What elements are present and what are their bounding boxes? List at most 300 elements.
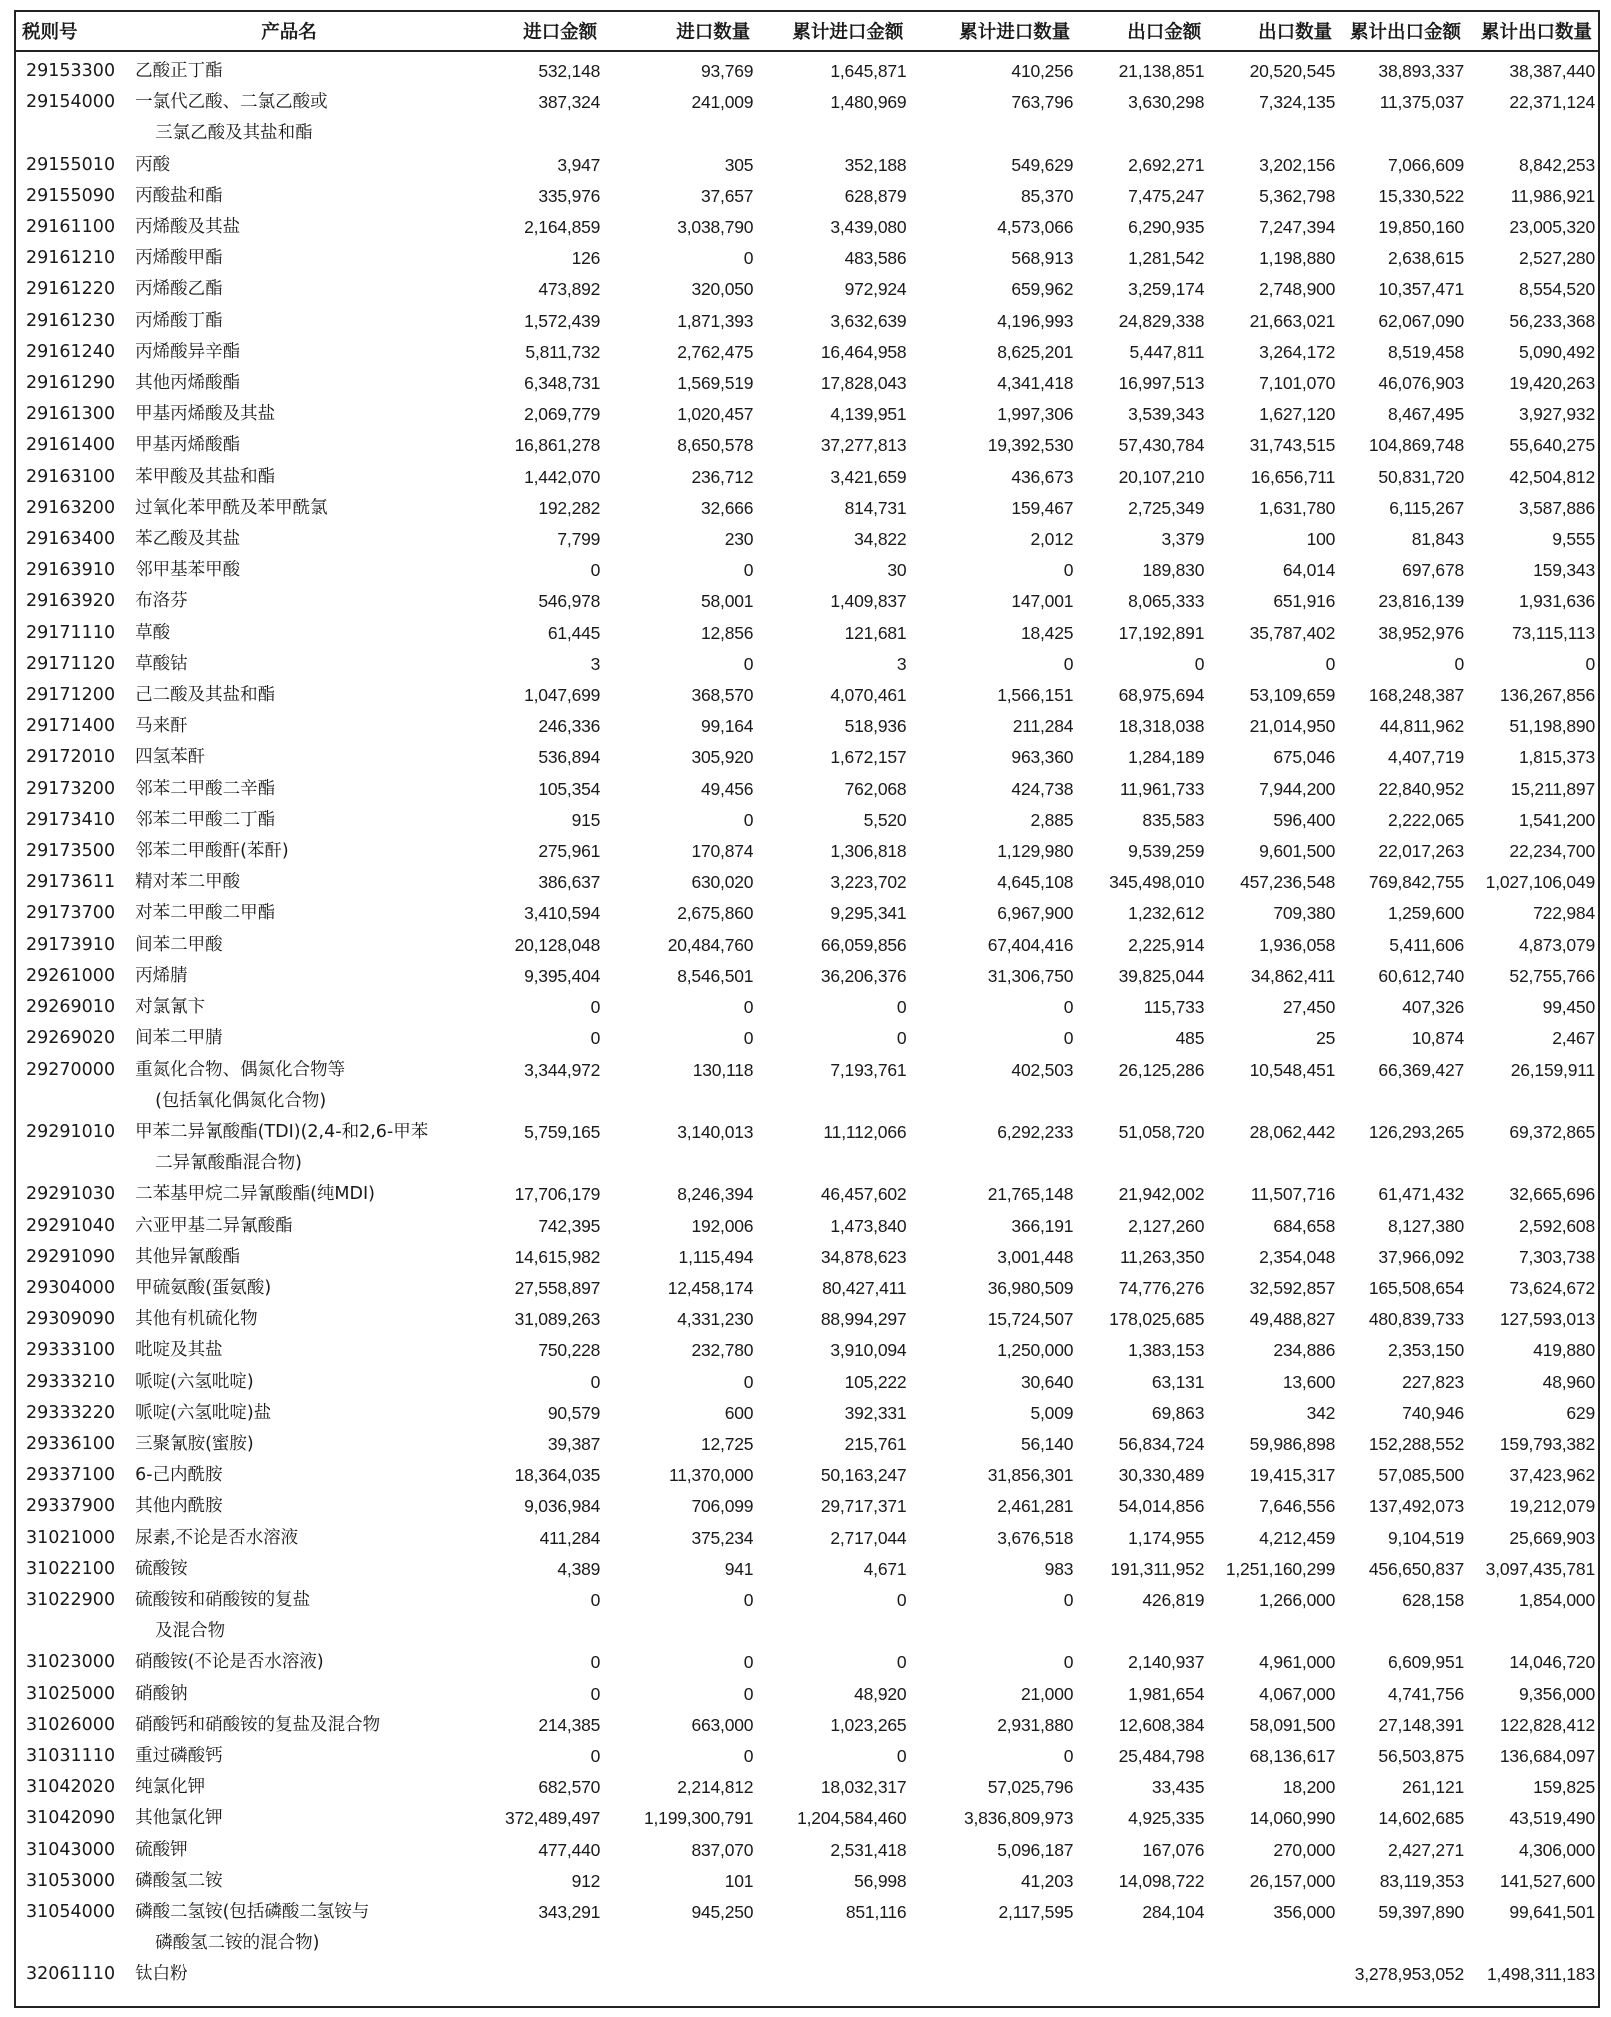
product-name-line: 三聚氰胺(蜜胺) (135, 1433, 254, 1454)
table-row (16, 992, 1598, 1023)
tariff-code-cell: 29291030 (26, 1184, 116, 1205)
cumulative-import-value-cell: 0 (896, 1589, 907, 1610)
export-quantity-cell: 16,656,711 (1250, 466, 1336, 487)
product-name-line: 重氮化合物、偶氮化合物等 (135, 1059, 346, 1080)
export-quantity-cell: 457,236,548 (1240, 872, 1336, 893)
product-name-line: 丙烯酸乙酯 (135, 279, 223, 300)
import-value-cell: 343,291 (538, 1901, 601, 1922)
cumulative-import-quantity-cell: 410,256 (1011, 61, 1074, 81)
cumulative-import-quantity-cell: 6,292,233 (997, 1121, 1074, 1142)
header-cumulative-export-quantity: 累计出口数量 (1467, 12, 1598, 51)
cumulative-import-quantity-cell: 0 (1063, 653, 1074, 674)
export-quantity-cell: 1,198,880 (1259, 248, 1336, 269)
cumulative-import-value-cell: 3,910,094 (830, 1340, 907, 1361)
import-quantity-cell: 230 (724, 529, 754, 550)
cumulative-import-value-cell: 1,023,265 (830, 1714, 907, 1735)
table-row (16, 87, 1598, 149)
cumulative-import-quantity-cell: 2,117,595 (998, 1901, 1074, 1922)
import-value-cell: 14,615,982 (514, 1246, 601, 1267)
table-row (16, 1897, 1598, 1959)
cumulative-import-quantity-cell: 0 (1063, 1589, 1074, 1610)
product-name-line: 乙酸正丁酯 (135, 61, 223, 81)
import-value-cell: 2,164,859 (524, 217, 601, 238)
product-name-cell (131, 337, 447, 368)
tariff-code-cell: 29161100 (26, 217, 116, 238)
product-name-cell (131, 1585, 447, 1647)
cumulative-import-value-cell: 851,116 (845, 1901, 907, 1922)
export-value-cell: 2,127,260 (1128, 1215, 1205, 1236)
cumulative-import-value-cell: 3,632,639 (830, 310, 907, 331)
cumulative-export-quantity-cell: 136,267,856 (1499, 685, 1595, 706)
table-row (16, 961, 1598, 992)
product-name-line: 丙烯酸丁酯 (135, 310, 223, 331)
cumulative-import-quantity-cell: 2,012 (1030, 529, 1074, 550)
export-quantity-cell: 342 (1306, 1402, 1336, 1423)
import-quantity-cell: 1,020,457 (677, 404, 754, 425)
export-quantity-cell: 35,787,402 (1249, 622, 1336, 643)
import-value-cell: 39,387 (547, 1433, 601, 1454)
cumulative-export-value-cell: 57,085,500 (1378, 1465, 1465, 1486)
cumulative-import-quantity-cell: 424,738 (1011, 778, 1074, 799)
cumulative-export-quantity-cell: 22,371,124 (1509, 92, 1595, 113)
cumulative-export-value-cell: 1,259,600 (1387, 903, 1465, 924)
cumulative-export-value-cell: 4,407,719 (1387, 747, 1465, 768)
cumulative-export-quantity-cell: 9,356,000 (1518, 1683, 1595, 1704)
tariff-code-cell: 29163100 (26, 466, 116, 487)
tariff-code-cell: 32061110 (26, 1964, 116, 1985)
product-name-continuation: 磷酸氢二铵的混合物) (155, 1933, 320, 1954)
export-quantity-cell: 26,157,000 (1249, 1870, 1336, 1891)
product-name-line: 其他有机硫化物 (135, 1309, 258, 1330)
product-name-line: 吡啶及其盐 (135, 1340, 223, 1361)
export-value-cell: 6,290,935 (1128, 217, 1205, 238)
import-value-cell: 473,892 (538, 279, 601, 300)
export-value-cell: 1,284,189 (1128, 747, 1205, 768)
cumulative-import-quantity-cell: 2,885 (1030, 809, 1074, 830)
product-name-line: 甲苯二异氰酸酯(TDI)(2,4-和2,6-甲苯 (135, 1121, 429, 1142)
import-value-cell: 105,354 (538, 778, 601, 799)
import-quantity-cell: 192,006 (691, 1215, 754, 1236)
tariff-code-cell: 29269020 (26, 1028, 116, 1049)
product-name-cell (131, 867, 447, 898)
import-quantity-cell: 1,569,519 (677, 373, 754, 394)
import-value-cell: 5,811,732 (525, 341, 601, 362)
product-name-cell (131, 1117, 447, 1179)
tariff-code-cell: 31031110 (26, 1745, 116, 1766)
cumulative-import-quantity-cell: 57,025,796 (987, 1777, 1074, 1798)
import-value-cell: 0 (590, 997, 601, 1018)
tariff-code-cell: 29291040 (26, 1215, 116, 1236)
tariff-code-cell: 29161400 (26, 435, 116, 456)
import-value-cell: 0 (590, 1683, 601, 1704)
export-quantity-cell: 7,247,394 (1259, 217, 1336, 238)
cumulative-import-quantity-cell: 0 (1063, 1652, 1074, 1673)
import-quantity-cell: 375,234 (691, 1527, 754, 1548)
table-row (16, 1803, 1598, 1834)
import-value-cell: 2,069,779 (524, 404, 601, 425)
table-row (16, 1211, 1598, 1242)
tariff-code-cell: 29270000 (26, 1059, 116, 1080)
cumulative-export-value-cell: 10,874 (1411, 1028, 1465, 1049)
cumulative-export-quantity-cell: 25,669,903 (1509, 1527, 1595, 1548)
tariff-code-cell: 31022100 (26, 1558, 116, 1579)
product-name-line: 对氯氰卞 (135, 997, 206, 1018)
export-quantity-cell: 49,488,827 (1249, 1309, 1336, 1330)
product-name-line: 纯氯化钾 (135, 1777, 206, 1798)
cumulative-import-value-cell: 1,672,157 (830, 747, 907, 768)
export-quantity-cell: 675,046 (1273, 747, 1336, 768)
import-quantity-cell: 305,920 (691, 747, 754, 768)
cumulative-export-value-cell: 66,369,427 (1378, 1059, 1465, 1080)
import-quantity-cell: 630,020 (691, 872, 754, 893)
export-value-cell: 2,225,914 (1128, 934, 1205, 955)
import-quantity-cell: 1,115,494 (678, 1246, 754, 1267)
export-quantity-cell: 3,202,156 (1259, 154, 1336, 175)
export-quantity-cell: 28,062,442 (1249, 1121, 1336, 1142)
cumulative-import-value-cell: 352,188 (844, 154, 907, 175)
cumulative-import-value-cell: 2,717,044 (830, 1527, 907, 1548)
tariff-code-cell: 29333210 (26, 1371, 116, 1392)
product-name-line: 其他丙烯酸酯 (135, 373, 241, 394)
table-row (16, 1304, 1598, 1335)
cumulative-export-quantity-cell: 127,593,013 (1499, 1309, 1595, 1330)
import-value-cell: 0 (590, 560, 601, 581)
cumulative-export-value-cell: 628,158 (1402, 1589, 1465, 1610)
product-name-cell (131, 430, 447, 461)
import-quantity-cell: 663,000 (691, 1714, 754, 1735)
product-name-line: 甲基丙烯酸及其盐 (135, 404, 276, 425)
import-value-cell: 0 (590, 1028, 601, 1049)
product-name-cell (131, 493, 447, 524)
import-value-cell: 386,637 (538, 872, 601, 893)
product-name-line: 丙烯酸甲酯 (135, 248, 223, 269)
table-row (16, 836, 1598, 867)
cumulative-export-value-cell: 261,121 (1402, 1777, 1465, 1798)
table-row (16, 181, 1598, 212)
cumulative-import-quantity-cell: 1,250,000 (997, 1340, 1074, 1361)
tariff-code-cell: 29333220 (26, 1402, 116, 1423)
export-quantity-cell: 34,862,411 (1250, 965, 1336, 986)
table-row (16, 930, 1598, 961)
product-name-line: 草酸 (135, 622, 171, 643)
import-value-cell: 7,799 (557, 529, 601, 550)
product-name-line: 尿素,不论是否水溶液 (135, 1527, 299, 1548)
cumulative-export-quantity-cell: 1,815,373 (1518, 747, 1595, 768)
import-value-cell: 192,282 (538, 497, 601, 518)
export-value-cell: 3,379 (1161, 529, 1205, 550)
product-name-line: 六亚甲基二异氰酸酯 (135, 1215, 293, 1236)
cumulative-export-quantity-cell: 48,960 (1542, 1371, 1595, 1392)
export-quantity-cell: 1,627,120 (1259, 404, 1336, 425)
cumulative-export-quantity-cell: 11,986,921 (1510, 185, 1595, 206)
cumulative-export-quantity-cell: 722,984 (1533, 903, 1595, 924)
export-quantity-cell: 4,961,000 (1259, 1652, 1336, 1673)
product-name-line: 二苯基甲烷二异氰酸酯(纯MDI) (135, 1184, 375, 1205)
table-row (16, 1835, 1598, 1866)
import-value-cell: 750,228 (538, 1340, 601, 1361)
cumulative-import-quantity-cell: 763,796 (1011, 92, 1074, 113)
cumulative-import-value-cell: 11,112,066 (823, 1121, 907, 1142)
cumulative-export-value-cell: 59,397,890 (1378, 1901, 1465, 1922)
export-quantity-cell (1207, 1959, 1338, 1990)
product-name-line: 磷酸氢二铵 (135, 1870, 223, 1891)
product-name-cell (131, 1554, 447, 1585)
trade-statistics-table (16, 12, 1598, 1991)
table-row (16, 1055, 1598, 1117)
import-quantity-cell: 236,712 (691, 466, 754, 487)
product-name-cell (131, 586, 447, 617)
tariff-code-cell: 29261000 (26, 965, 116, 986)
cumulative-import-value-cell: 4,139,951 (830, 404, 907, 425)
cumulative-export-value-cell: 2,353,150 (1387, 1340, 1465, 1361)
export-value-cell: 1,281,542 (1128, 248, 1205, 269)
product-name-cell (131, 711, 447, 742)
import-quantity-cell: 2,214,812 (677, 1777, 754, 1798)
export-value-cell: 74,776,276 (1118, 1277, 1205, 1298)
trade-statistics-table-frame (14, 10, 1600, 2008)
export-quantity-cell: 4,212,459 (1259, 1527, 1336, 1548)
import-value-cell: 20,128,048 (514, 934, 601, 955)
table-row (16, 1242, 1598, 1273)
product-name-line: 己二酸及其盐和酯 (135, 685, 276, 706)
cumulative-import-value-cell: 1,306,818 (830, 841, 907, 862)
product-name-cell (131, 1304, 447, 1335)
import-quantity-cell: 3,140,013 (677, 1121, 754, 1142)
cumulative-import-value-cell: 48,920 (854, 1683, 907, 1704)
cumulative-import-value-cell: 1,409,837 (830, 591, 907, 612)
cumulative-export-value-cell: 3,278,953,052 (1354, 1964, 1465, 1985)
cumulative-export-quantity-cell: 1,027,106,049 (1485, 872, 1595, 893)
export-quantity-cell: 7,944,200 (1259, 778, 1336, 799)
table-row (16, 51, 1598, 87)
product-name-cell (131, 274, 447, 305)
export-value-cell: 178,025,685 (1109, 1309, 1205, 1330)
import-value-cell: 9,036,984 (524, 1496, 601, 1517)
tariff-code-cell: 29154000 (26, 92, 116, 113)
cumulative-export-value-cell: 62,067,090 (1378, 310, 1465, 331)
cumulative-import-quantity-cell: 0 (1063, 1028, 1074, 1049)
product-name-cell (131, 1897, 447, 1959)
product-name-line: 磷酸二氢铵(包括磷酸二氢铵与 (135, 1901, 370, 1922)
export-quantity-cell: 651,916 (1273, 591, 1336, 612)
cumulative-export-quantity-cell: 69,372,865 (1509, 1121, 1595, 1142)
export-quantity-cell: 7,646,556 (1259, 1496, 1336, 1517)
cumulative-export-quantity-cell: 23,005,320 (1509, 217, 1595, 238)
cumulative-export-quantity-cell: 3,927,932 (1518, 404, 1595, 425)
product-name-line: 丙烯腈 (135, 965, 188, 986)
cumulative-export-value-cell: 2,222,065 (1387, 809, 1465, 830)
tariff-code-cell: 31021000 (26, 1527, 116, 1548)
export-value-cell: 1,174,955 (1128, 1527, 1205, 1548)
cumulative-import-quantity-cell: 0 (1063, 997, 1074, 1018)
table-row (16, 1491, 1598, 1522)
import-value-cell: 126 (571, 248, 601, 269)
export-quantity-cell: 59,986,898 (1249, 1433, 1336, 1454)
export-value-cell: 54,014,856 (1118, 1496, 1205, 1517)
product-name-line: 硫酸铵 (135, 1558, 188, 1579)
cumulative-export-quantity-cell: 15,211,897 (1510, 778, 1595, 799)
tariff-code-cell: 29337900 (26, 1496, 116, 1517)
tariff-code-cell: 29309090 (26, 1309, 116, 1330)
product-name-cell (131, 87, 447, 149)
import-value-cell: 214,385 (538, 1714, 601, 1735)
import-quantity-cell: 1,199,300,791 (643, 1808, 754, 1829)
cumulative-import-quantity-cell: 41,203 (1020, 1870, 1074, 1891)
import-value-cell: 682,570 (538, 1777, 601, 1798)
import-quantity-cell: 232,780 (691, 1340, 754, 1361)
import-value-cell: 1,047,699 (524, 685, 601, 706)
product-name-cell (131, 898, 447, 929)
export-value-cell: 191,311,952 (1110, 1558, 1205, 1579)
cumulative-export-quantity-cell: 26,159,911 (1510, 1059, 1595, 1080)
cumulative-import-value-cell: 121,681 (844, 622, 907, 643)
export-value-cell: 485 (1175, 1028, 1205, 1049)
table-row (16, 1460, 1598, 1491)
table-row (16, 337, 1598, 368)
import-value-cell: 9,395,404 (524, 965, 601, 986)
import-quantity-cell: 8,246,394 (677, 1184, 754, 1205)
product-name-cell (131, 1023, 447, 1054)
export-quantity-cell: 20,520,545 (1249, 61, 1336, 81)
cumulative-export-quantity-cell: 52,755,766 (1509, 965, 1595, 986)
header-product-name: 产品名 (131, 12, 447, 51)
cumulative-import-value-cell: 30 (887, 560, 907, 581)
product-name-cell (131, 524, 447, 555)
import-quantity-cell: 32,666 (700, 497, 754, 518)
tariff-code-cell: 29173410 (26, 809, 116, 830)
export-value-cell: 16,997,513 (1118, 373, 1205, 394)
tariff-code-cell: 31054000 (26, 1901, 116, 1922)
cumulative-import-value-cell: 0 (896, 1745, 907, 1766)
cumulative-export-quantity-cell: 141,527,600 (1499, 1870, 1595, 1891)
export-value-cell: 3,539,343 (1128, 404, 1205, 425)
cumulative-export-value-cell: 227,823 (1402, 1371, 1465, 1392)
cumulative-export-quantity-cell: 99,641,501 (1509, 1901, 1595, 1922)
cumulative-export-value-cell: 8,127,380 (1387, 1215, 1465, 1236)
product-name-cell (131, 992, 447, 1023)
import-quantity-cell: 0 (743, 1371, 754, 1392)
cumulative-export-quantity-cell: 1,931,636 (1518, 591, 1595, 612)
tariff-code-cell: 29161240 (26, 341, 116, 362)
cumulative-export-value-cell: 11,375,037 (1379, 92, 1465, 113)
table-row (16, 1023, 1598, 1054)
cumulative-export-quantity-cell: 2,467 (1552, 1028, 1595, 1049)
cumulative-import-quantity-cell: 963,360 (1011, 747, 1074, 768)
table-row (16, 867, 1598, 898)
export-value-cell: 33,435 (1151, 1777, 1205, 1798)
product-name-cell (131, 150, 447, 181)
export-value-cell: 12,608,384 (1118, 1714, 1205, 1735)
export-value-cell: 1,232,612 (1128, 903, 1205, 924)
product-name-cell (131, 1772, 447, 1803)
cumulative-import-value-cell: 1,645,871 (830, 61, 907, 81)
import-quantity-cell: 58,001 (700, 591, 754, 612)
import-quantity-cell: 37,657 (700, 185, 754, 206)
cumulative-export-quantity-cell: 4,306,000 (1518, 1839, 1595, 1860)
table-row (16, 274, 1598, 305)
product-name-line: 硫酸钾 (135, 1839, 188, 1860)
import-quantity-cell: 0 (743, 1745, 754, 1766)
product-name-cell (131, 930, 447, 961)
import-quantity-cell: 0 (743, 560, 754, 581)
product-name-line: 哌啶(六氢吡啶) (135, 1371, 254, 1392)
product-name-line: 邻甲基苯甲酸 (135, 560, 241, 581)
cumulative-import-value-cell: 56,998 (854, 1870, 907, 1891)
product-name-cell (131, 368, 447, 399)
export-value-cell: 115,733 (1143, 997, 1205, 1018)
tariff-code-cell: 31025000 (26, 1683, 116, 1704)
export-quantity-cell: 27,450 (1282, 997, 1336, 1018)
export-quantity-cell: 21,014,950 (1249, 716, 1336, 737)
cumulative-import-quantity-cell: 549,629 (1011, 154, 1074, 175)
cumulative-export-quantity-cell: 629 (1566, 1402, 1595, 1423)
product-name-line: 丙酸 (135, 154, 171, 175)
cumulative-import-quantity-cell (909, 1959, 1076, 1990)
cumulative-export-value-cell: 152,288,552 (1368, 1433, 1465, 1454)
tariff-code-cell: 31042020 (26, 1777, 116, 1798)
import-value-cell: 477,440 (538, 1839, 601, 1860)
product-name-line: 对苯二甲酸二甲酯 (135, 903, 276, 924)
export-value-cell: 189,830 (1142, 560, 1205, 581)
tariff-code-cell: 29155010 (26, 154, 116, 175)
cumulative-export-quantity-cell: 55,640,275 (1509, 435, 1595, 456)
cumulative-export-value-cell: 126,293,265 (1368, 1121, 1465, 1142)
cumulative-import-quantity-cell: 4,573,066 (997, 217, 1074, 238)
product-name-continuation: 及混合物 (155, 1621, 226, 1642)
cumulative-import-quantity-cell: 15,724,507 (987, 1309, 1074, 1330)
product-name-cell (131, 1679, 447, 1710)
tariff-code-cell: 31043000 (26, 1839, 116, 1860)
tariff-code-cell: 29173500 (26, 841, 116, 862)
header-export-quantity: 出口数量 (1207, 12, 1338, 51)
cumulative-export-value-cell: 7,066,609 (1387, 154, 1465, 175)
export-value-cell: 0 (1194, 653, 1205, 674)
cumulative-export-value-cell: 0 (1454, 653, 1465, 674)
export-quantity-cell: 0 (1325, 653, 1336, 674)
product-name-cell (131, 462, 447, 493)
product-name-cell (131, 1647, 447, 1678)
cumulative-import-quantity-cell: 31,856,301 (987, 1465, 1074, 1486)
import-value-cell: 90,579 (547, 1402, 601, 1423)
table-row (16, 1679, 1598, 1710)
product-name-line: 甲基丙烯酸酯 (135, 435, 241, 456)
cumulative-export-value-cell: 165,508,654 (1368, 1277, 1465, 1298)
cumulative-import-quantity-cell: 36,980,509 (987, 1277, 1074, 1298)
cumulative-import-value-cell: 215,761 (844, 1433, 907, 1454)
header-cumulative-import-quantity: 累计进口数量 (909, 12, 1076, 51)
product-name-cell (131, 1211, 447, 1242)
cumulative-export-value-cell: 137,492,073 (1368, 1496, 1465, 1517)
cumulative-export-value-cell: 56,503,875 (1378, 1745, 1465, 1766)
product-name-cell (131, 649, 447, 680)
cumulative-export-value-cell: 407,326 (1402, 997, 1465, 1018)
cumulative-export-value-cell: 480,839,733 (1368, 1309, 1465, 1330)
export-value-cell: 3,259,174 (1128, 279, 1205, 300)
import-quantity-cell: 0 (743, 1589, 754, 1610)
cumulative-import-value-cell: 0 (896, 997, 907, 1018)
tariff-code-cell: 29269010 (26, 997, 116, 1018)
header-tariff-code: 税则号 (16, 12, 131, 51)
product-name-line: 硝酸钠 (135, 1683, 188, 1704)
cumulative-export-value-cell: 8,519,458 (1387, 341, 1465, 362)
export-value-cell: 51,058,720 (1118, 1121, 1205, 1142)
tariff-code-cell: 29153300 (26, 61, 116, 81)
cumulative-import-quantity-cell: 366,191 (1011, 1215, 1074, 1236)
cumulative-import-quantity-cell: 85,370 (1020, 185, 1074, 206)
product-name-line: 邻苯二甲酸二丁酯 (135, 809, 276, 830)
cumulative-import-quantity-cell: 18,425 (1020, 622, 1074, 643)
export-quantity-cell: 9,601,500 (1259, 841, 1336, 862)
